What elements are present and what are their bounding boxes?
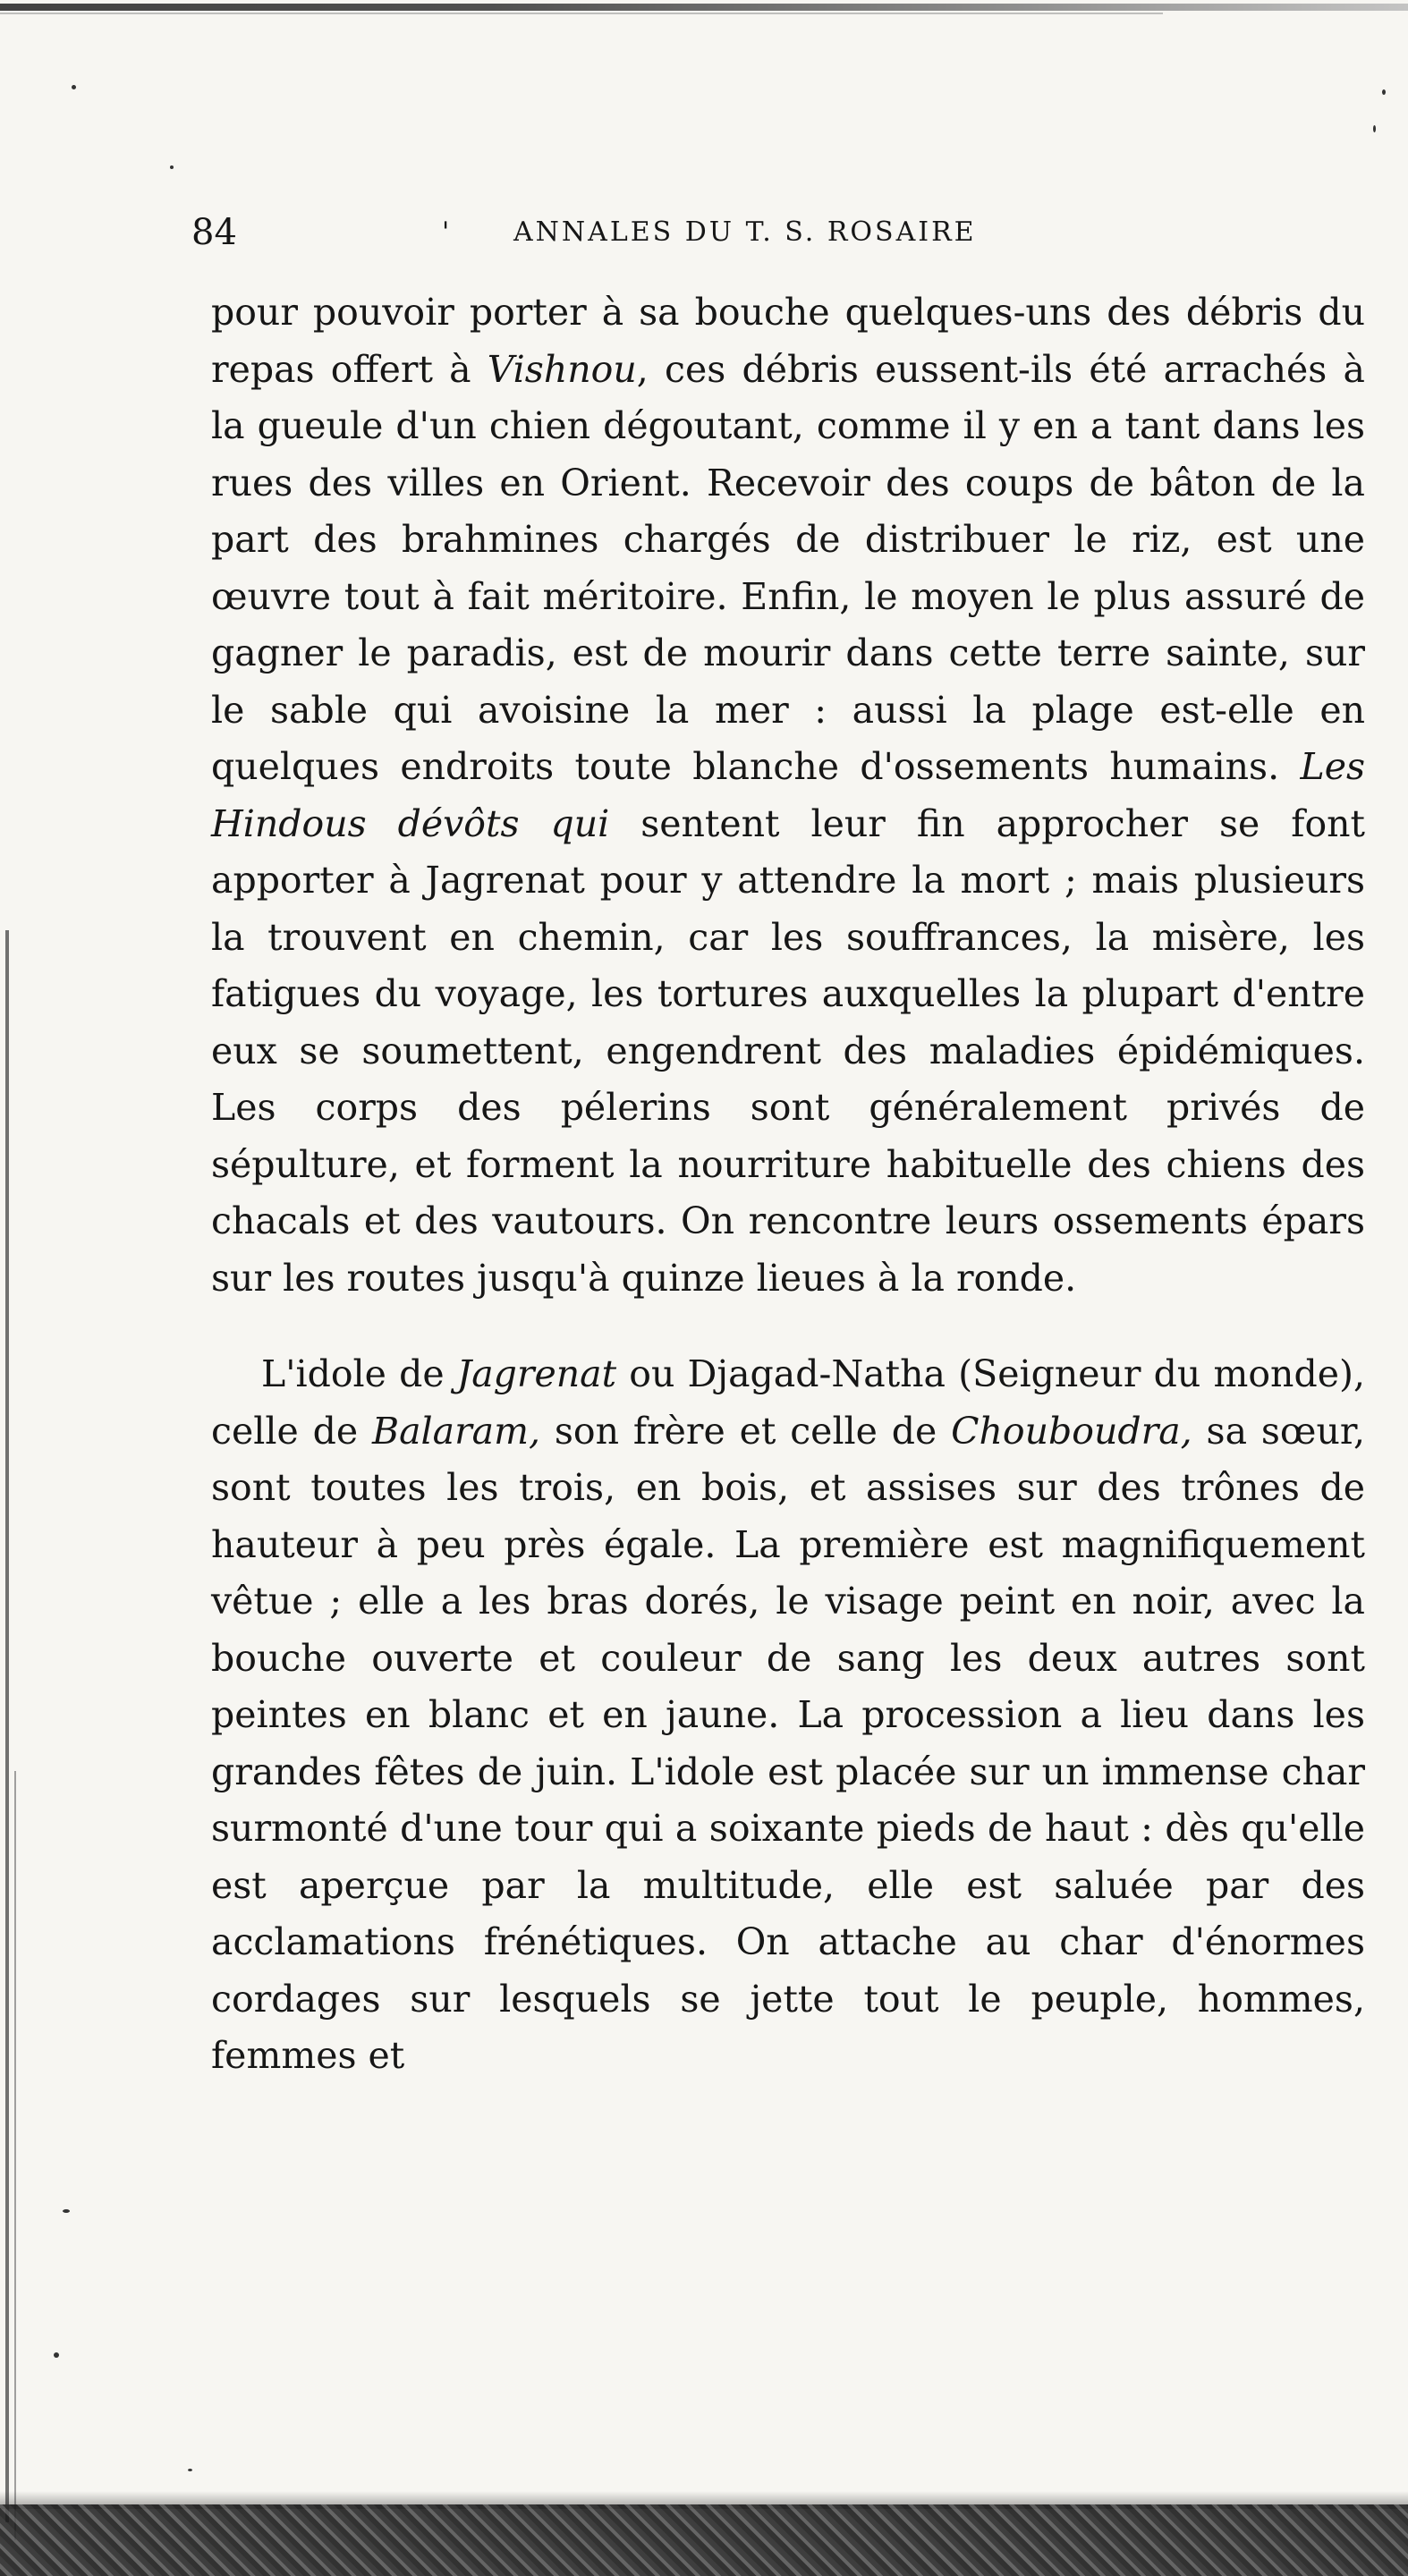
running-head-title: ANNALES DU T. S. ROSAIRE [513,216,977,248]
text-run: , ces débris eussent-ils été arrachés à la gueule d'un chien dégoutant, comme il y en a tant dans les rues des villes en Orient. Recevoir des coups de bâton de la part des brahmines chargés de distribuer le riz, est une œuvre tout à fait méritoire. Enfin, le moyen le plus assuré de gagner le paradis, est de mourir dans cette terre sainte, sur le sable qui avoisine la mer : aussi la plage est-elle en quelques endroits toute blanche d'ossements humains. [211,347,1365,788]
page-number: 84 [191,212,237,253]
text-run-italic: Balaram, [371,1409,541,1453]
top-page-edge-thin [0,13,1163,14]
left-binding-edge [5,930,9,2522]
scan-speck [63,2209,70,2213]
scan-speck [54,2352,59,2358]
paragraph-1 [211,284,1365,1307]
text-run: sentent leur fin approcher se font apporter à Jagrenat pour y attendre la mort ; mais plusieurs la trouvent en chemin, car les souffrances, la misère, les fatigues du voyage, les tortures auxquelles la plupart d'entre eux se soumettent, engendrent des maladies épidémiques. Les corps des pélerins sont généralement privés de sépulture, et forment la nourriture habituelle des chiens des chacals et des vautours. On rencontre leurs ossements épars sur les routes jusqu'à quinze lieues à la ronde. [211,801,1366,1300]
running-head [191,206,1372,259]
bottom-scan-band [0,2504,1408,2576]
text-run: sa sœur, sont toutes les trois, en bois, et assises sur des trônes de hauteur à peu près égale. La première est magnifiquement vêtue ; elle a les bras dorés, le visage peint en noir, avec la bouche ouverte et couleur de sang les deux autres sont peintes en blanc et en jaune. La procession a lieu dans les grandes fêtes de juin. L'idole est placée sur un immense char surmonté d'une tour qui a soixante pieds de haut : dès qu'elle est aperçue par la multitude, elle est saluée par des acclamations frénétiques. On attache au char d'énormes cordages sur lesquels se jette tout le peuple, hommes, femmes et [211,1409,1365,2077]
text-run: ou Djagad-Natha (Seigneur du monde), celle de [211,1352,1365,1453]
scan-speck [188,2469,192,2471]
text-run: son frère et celle de [540,1409,952,1453]
text-run: L'idole de [261,1352,457,1395]
text-run-italic: Les Hindous dévôts qui [211,745,1365,845]
left-binding-edge-thin [14,1771,16,2540]
scan-speck [170,165,174,169]
scan-speck [72,85,76,89]
top-page-edge [0,4,1408,11]
paragraph-2 [211,1346,1365,2085]
running-head-mark: ' [442,216,450,248]
text-run-italic: Jagrenat [456,1352,617,1395]
scan-speck [1373,125,1376,132]
text-run-italic: Vishnou [487,347,637,391]
body-text [211,284,1365,2085]
text-run-italic: Chouboudra, [951,1409,1192,1453]
text-run: pour pouvoir porter à sa bouche quelques-uns des débris du repas offert à [211,291,1365,391]
scan-speck [1382,89,1386,95]
